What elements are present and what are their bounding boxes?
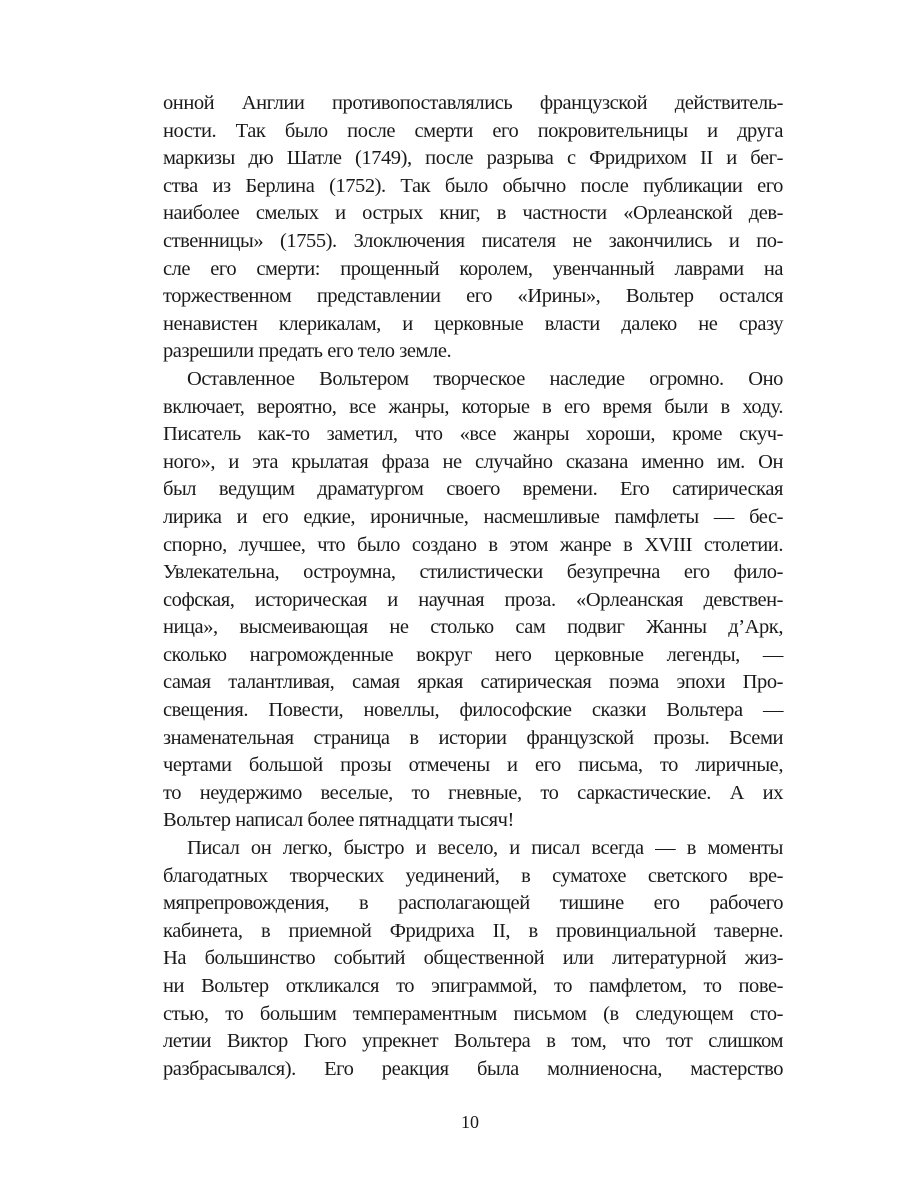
text-line: торжественном представлении его «Ирины», Вольтер остался [163,285,783,308]
text-line: онной Англии противопоставлялись французской действитель- [163,92,783,114]
text-line: софская, историческая и научная проза. «Орлеанская девствен- [163,588,783,611]
text-line: включает, вероятно, все жанры, которые в его время были в ходу. [163,395,783,418]
text-line: сколько нагроможденные вокруг него церковные легенды, — [163,643,783,666]
text-line: ного», и эта крылатая фраза не случайно сказана именно им. Он [163,450,783,473]
text-line: Писал он легко, быстро и весело, и писал всегда — в моменты [187,837,783,860]
text-line: ни Вольтер откликался то эпиграммой, то памфлетом, то пове- [163,975,783,997]
paragraph [163,366,783,835]
text-line: был ведущим драматургом своего времени. Его сатирическая [163,478,783,501]
text-line: наиболее смелых и острых книг, в частности «Орлеанской дев- [163,202,783,225]
text-line: благодатных творческих уединений, в суматохе светского вре- [163,864,783,887]
text-line: чертами большой прозы отмечены и его письма, то лиричные, [163,754,783,777]
text-line: мяпрепровождения, в располагающей тишине его рабочего [163,892,783,915]
body-text [163,90,783,1083]
text-line: летии Виктор Гюго упрекнет Вольтера в том, что тот слишком [163,1030,783,1053]
text-line: лирика и его едкие, ироничные, насмешливые памфлеты — бес- [163,505,783,528]
text-line: маркизы дю Шатле (1749), после разрыва с Фридрихом II и бег- [163,147,783,170]
text-line: разрешили предать его тело земле. [163,340,452,363]
text-line: стью, то большим темпераментным письмом (в следующем сто- [163,1002,783,1025]
text-line: то неудержимо веселые, то гневные, то саркастические. А их [163,781,783,804]
text-line: знаменательная страница в истории французской прозы. Всеми [163,726,783,749]
text-line: На большинство событий общественной или литературной жиз- [163,947,783,970]
text-line: разбрасывался). Его реакция была молниеносна, мастерство [163,1057,783,1080]
text-line: ненавистен клерикалам, и церковные власти далеко не сразу [163,312,783,335]
text-line: Оставленное Вольтером творческое наследие огромно. Оно [187,367,783,390]
text-line: ственницы» (1755). Злоключения писателя не закончились и по- [163,229,783,252]
text-line: Писатель как-то заметил, что «все жанры хороши, кроме скуч- [163,423,783,446]
paragraph [163,835,783,1083]
text-line: Вольтер написал более пятнадцати тысяч! [163,809,514,832]
text-line: свещения. Повести, новеллы, философские сказки Вольтера — [163,699,783,722]
text-line: ница», высмеивающая не столько сам подвиг Жанны д’Арк, [163,616,783,639]
text-line: самая талантливая, самая яркая сатирическая поэма эпохи Про- [163,671,783,694]
paragraph [163,90,783,366]
text-line: сле его смерти: прощенный королем, увенчанный лаврами на [163,257,783,280]
page-number: 10 [461,1112,479,1132]
text-line: спорно, лучшее, что было создано в этом жанре в XVIII столетии. [163,533,783,556]
text-line: ства из Берлина (1752). Так было обычно после публикации его [163,174,783,197]
text-line: кабинета, в приемной Фридриха II, в провинциальной таверне. [163,919,783,942]
text-line: ности. Так было после смерти его покровительницы и друга [163,119,783,142]
text-line: Увлекательна, остроумна, стилистически безупречна его фило- [163,561,783,584]
